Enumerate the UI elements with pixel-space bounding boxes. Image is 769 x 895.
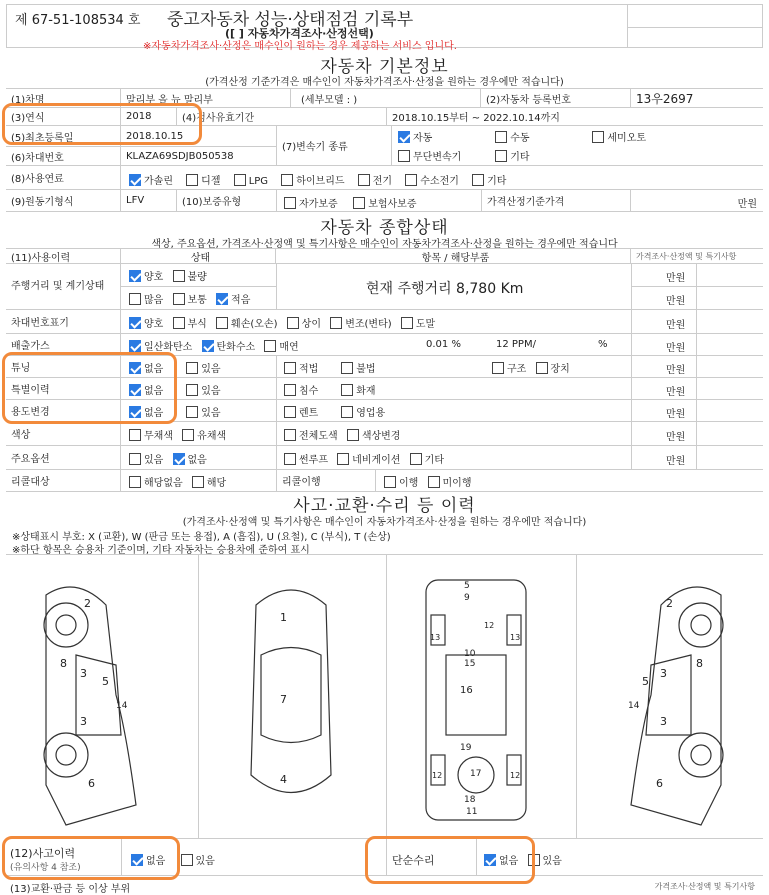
value-smoke: % <box>598 339 608 350</box>
diag-left-label: 3 <box>80 667 87 680</box>
row-first-reg <box>6 126 763 166</box>
value-hc: 12 PPM/ <box>496 339 536 350</box>
label-recall: 리콜대상 <box>6 470 121 491</box>
checkbox-plate-damage[interactable] <box>216 317 228 329</box>
unit-mileage-1: 만원 <box>666 273 686 284</box>
checkbox-options-other[interactable] <box>410 453 422 465</box>
label-engine: (9)원동기형식 <box>6 190 121 211</box>
diag-under-label: 19 <box>460 743 472 753</box>
car-top-body <box>251 590 331 793</box>
checkbox-mileage-high[interactable] <box>129 293 141 305</box>
checkbox-purpose-none[interactable] <box>129 406 141 418</box>
label-base-price: 가격산정기준가격 <box>481 190 631 211</box>
row-accident-history: (12)사고이력 (유의사항 4 참조) 없음 있음 단순수리 없음 있음 <box>6 838 763 876</box>
checkbox-navigation[interactable] <box>337 453 349 465</box>
diag-under-label: 18 <box>464 795 476 805</box>
diag-left-label: 6 <box>88 777 95 790</box>
col-usage: (11)사용이력 <box>6 249 121 263</box>
checkbox-tuning-structure[interactable] <box>492 362 504 374</box>
diag-right-label: 3 <box>660 715 667 728</box>
label-model: (1)차명 <box>6 89 121 107</box>
row-mileage <box>6 264 763 310</box>
checkbox-purpose-yes[interactable] <box>186 406 198 418</box>
unit-options: 만원 <box>666 456 686 467</box>
label-purpose: 용도변경 <box>6 400 121 421</box>
label-inspection: (4)검사유효기간 <box>177 108 387 125</box>
unit-purpose: 만원 <box>666 409 686 420</box>
label-submodel: (세부모델 : ) <box>291 89 481 107</box>
checkbox-options-yes[interactable] <box>129 453 141 465</box>
checkbox-simple-yes[interactable] <box>528 854 540 866</box>
warranty-options: 자가보증 보험사보증 <box>284 195 423 210</box>
label-reg-no: (2)자동차 등록번호 <box>481 89 631 107</box>
checkbox-simple-none[interactable] <box>484 854 496 866</box>
diag-left-label: 5 <box>102 675 109 688</box>
checkbox-recall-yes[interactable] <box>192 476 204 488</box>
diag-right-label: 3 <box>660 667 667 680</box>
diag-under-label: 15 <box>464 659 476 669</box>
label-first-reg: (5)최초등록일 <box>6 126 121 146</box>
checkbox-achromatic[interactable] <box>129 429 141 441</box>
fuel-options: 가솔린 디젤 LPG 하이브리드 전기 수소전기 기타 <box>129 172 512 187</box>
car-under-wheel-rr <box>507 755 521 785</box>
checkbox-mileage-low[interactable] <box>216 293 228 305</box>
car-left-wheel-front <box>44 603 88 647</box>
accident-note: (가격조사·산정액 및 특기사항은 매수인이 자동차가격조사·산정을 원하는 경우에만 적습니다) <box>182 517 587 528</box>
car-right-wheel-front <box>679 603 723 647</box>
unit-color: 만원 <box>666 432 686 443</box>
checkbox-plate-altered[interactable] <box>330 317 342 329</box>
checkbox-tuning-none[interactable] <box>129 362 141 374</box>
diag-under-label: 5 <box>464 581 470 591</box>
label-warranty: (10)보증유형 <box>177 190 277 211</box>
diag-right-label: 14 <box>628 701 640 711</box>
row-year <box>6 108 763 126</box>
cert-number: 제 67-51-108534 호 <box>15 13 141 28</box>
row-engine <box>6 190 763 212</box>
diag-under-label: 12 <box>484 621 495 630</box>
price-notice: ※자동차가격조사·산정은 매수인이 원하는 경우 제공하는 서비스 입니다. <box>143 41 457 52</box>
checkbox-hc[interactable] <box>202 340 214 352</box>
car-top-roof <box>261 648 321 743</box>
header-box <box>6 4 763 52</box>
checkbox-fire[interactable] <box>341 384 353 396</box>
row-plate: 차대번호표기 양호 부식 훼손(오손) 상이 변조(변타) 도말 만원 <box>6 310 763 334</box>
row-footer <box>6 876 763 895</box>
checkbox-special-yes[interactable] <box>186 384 198 396</box>
diag-under-label: 16 <box>460 685 473 696</box>
checkbox-fuel-other[interactable] <box>472 174 484 186</box>
car-right-body <box>631 587 721 825</box>
checkbox-insurer-warranty[interactable] <box>353 197 365 209</box>
unit-mileage-2: 만원 <box>666 296 686 307</box>
diag-under-label: 13 <box>510 633 521 642</box>
checkbox-diesel[interactable] <box>186 174 198 186</box>
page-title: 중고자동차 성능·상태점검 기록부 <box>167 10 414 30</box>
value-vin: KLAZA69SDJB050538 <box>121 146 277 166</box>
row-color: 색상 무채색 유채색 전체도색 색상변경 만원 <box>6 422 763 446</box>
label-mileage: 주행거리 및 계기상태 <box>6 264 121 309</box>
basic-info-title: 자동차 기본정보 <box>320 57 449 77</box>
col-state: 상태 <box>121 249 276 263</box>
row-special: 특별이력 없음 있음 침수 화재 만원 <box>6 378 763 400</box>
checkbox-commercial[interactable] <box>341 406 353 418</box>
checkbox-hydrogen[interactable] <box>405 174 417 186</box>
label-year: (3)연식 <box>6 108 121 125</box>
transmission-options: 자동 수동 세미오토 <box>398 129 652 144</box>
checkbox-electric[interactable] <box>358 174 370 186</box>
checkbox-special-none[interactable] <box>129 384 141 396</box>
checkbox-manual[interactable] <box>495 131 507 143</box>
mileage-state-2: 많음 보통 적음 <box>129 291 256 306</box>
label-emission: 배출가스 <box>6 334 121 355</box>
checkbox-plate-good[interactable] <box>129 317 141 329</box>
car-diagram-svg <box>6 555 763 839</box>
checkbox-full-paint[interactable] <box>284 429 296 441</box>
label-abnormal-parts: (13)교환·판금 등 이상 부위 <box>10 884 131 895</box>
checkbox-chromatic[interactable] <box>182 429 194 441</box>
diag-top-label: 4 <box>280 773 287 786</box>
checkbox-gauge-good[interactable] <box>129 270 141 282</box>
legend-note: ※하단 항목은 승용차 기준이며, 기타 자동차는 승용차에 준하여 표시 <box>12 545 310 556</box>
checkbox-cvt[interactable] <box>398 150 410 162</box>
checkbox-color-change[interactable] <box>347 429 359 441</box>
checkbox-plate-rust[interactable] <box>173 317 185 329</box>
checkbox-recall-done[interactable] <box>384 476 396 488</box>
checkbox-options-none[interactable] <box>173 453 185 465</box>
checkbox-auto[interactable] <box>398 131 410 143</box>
diag-under-label: 13 <box>430 633 441 642</box>
checkbox-tuning-legal[interactable] <box>284 362 296 374</box>
unit-base-price: 만원 <box>737 199 757 210</box>
checkbox-recall-none[interactable] <box>129 476 141 488</box>
overall-title: 자동차 종합상태 <box>320 218 449 238</box>
unit-plate: 만원 <box>666 320 686 331</box>
checkbox-hybrid[interactable] <box>281 174 293 186</box>
label-simple-repair: 단순수리 <box>392 854 435 867</box>
car-right-wheel-rear <box>679 733 723 777</box>
accident-title: 사고·교환·수리 등 이력 <box>293 496 476 516</box>
mileage-reading: 현재 주행거리 8,780 Km <box>366 281 524 297</box>
label-transmission: (7)변속기 종류 <box>277 126 392 165</box>
transmission-options-2: 무단변속기 기타 <box>398 148 536 163</box>
row-emission: 배출가스 일산화탄소 탄화수소 매연 0.01 % 12 PPM/ % 만원 <box>6 334 763 356</box>
row-tuning: 튜닝 없음 있음 적법 불법 구조 장치 만원 <box>6 356 763 378</box>
checkbox-mileage-normal[interactable] <box>173 293 185 305</box>
value-engine: LFV <box>121 190 177 211</box>
checkbox-recall-notdone[interactable] <box>428 476 440 488</box>
checkbox-flood[interactable] <box>284 384 296 396</box>
diag-under-label: 12 <box>510 771 521 780</box>
row-purpose: 용도변경 없음 있음 렌트 영업용 만원 <box>6 400 763 422</box>
basic-info-note: (가격산정 기준가격은 매수인이 자동차가격조사·산정을 원하는 경우에만 적습니다) <box>205 77 564 88</box>
diag-right-label: 2 <box>666 597 673 610</box>
row-model <box>6 88 763 108</box>
checkbox-trans-other[interactable] <box>495 150 507 162</box>
unit-special: 만원 <box>666 387 686 398</box>
col-price-note: 가격조사·산정액 및 특기사항 <box>636 251 737 261</box>
label-fuel: (8)사용연료 <box>6 166 121 189</box>
value-year: 2018 <box>121 108 177 125</box>
row-fuel <box>6 166 763 190</box>
label-vin: (6)차대번호 <box>6 146 121 166</box>
diag-top-label: 7 <box>280 693 287 706</box>
label-recall-done: 리콜이행 <box>276 470 376 491</box>
checkbox-semi-auto[interactable] <box>592 131 604 143</box>
checkbox-sunroof[interactable] <box>284 453 296 465</box>
checkbox-smoke[interactable] <box>264 340 276 352</box>
checkbox-rent[interactable] <box>284 406 296 418</box>
unit-tuning: 만원 <box>666 365 686 376</box>
label-footer-price: 가격조사·산정액 및 특기사항 <box>654 882 755 891</box>
diag-left-label: 3 <box>80 715 87 728</box>
car-left-wheel-rear <box>44 733 88 777</box>
damage-diagram <box>6 554 763 838</box>
mileage-state-1: 양호 불량 <box>129 268 213 283</box>
car-under-center <box>446 655 506 735</box>
diag-top-label: 1 <box>280 611 287 624</box>
checkbox-plate-differ[interactable] <box>287 317 299 329</box>
diag-under-label: 10 <box>464 649 476 659</box>
label-accident-history: (12)사고이력 <box>10 847 76 860</box>
checkbox-tuning-illegal[interactable] <box>341 362 353 374</box>
checkbox-tuning-yes[interactable] <box>186 362 198 374</box>
diag-right-label: 6 <box>656 777 663 790</box>
checkbox-accident-none[interactable] <box>131 854 143 866</box>
label-accident-note: (유의사항 4 참조) <box>10 863 81 873</box>
page-subtitle: ([ ] 자동차가격조사·산정선택) <box>225 27 374 40</box>
legend-symbols: ※상태표시 부호: X (교환), W (판금 또는 용접), A (흠집), U (요철), C (부식), T (손상) <box>12 532 391 543</box>
label-options: 주요옵션 <box>6 446 121 469</box>
diag-right-label: 8 <box>696 657 703 670</box>
value-inspection: 2018.10.15부터 ~ 2022.10.14까지 <box>392 113 560 124</box>
label-plate: 차대번호표기 <box>6 310 121 333</box>
checkbox-co[interactable] <box>129 340 141 352</box>
label-color: 색상 <box>6 422 121 445</box>
unit-emission: 만원 <box>666 343 686 354</box>
diag-left-label: 14 <box>116 701 128 711</box>
row-options: 주요옵션 있음 없음 썬루프 네비게이션 기타 만원 <box>6 446 763 470</box>
checkbox-gauge-bad[interactable] <box>173 270 185 282</box>
checkbox-plate-painted[interactable] <box>401 317 413 329</box>
value-co: 0.01 % <box>426 339 461 350</box>
checkbox-lpg[interactable] <box>234 174 246 186</box>
value-reg-no: 13우2697 <box>636 91 694 106</box>
diag-under-label: 17 <box>470 769 482 779</box>
diag-under-label: 12 <box>432 771 443 780</box>
checkbox-self-warranty[interactable] <box>284 197 296 209</box>
diag-under-label: 9 <box>464 593 470 603</box>
checkbox-gasoline[interactable] <box>129 174 141 186</box>
diag-left-label: 2 <box>84 597 91 610</box>
car-under-wheel-rl <box>431 755 445 785</box>
overall-header <box>6 248 763 264</box>
row-recall: 리콜대상 해당없음 해당 리콜이행 이행 미이행 <box>6 470 763 492</box>
diag-left-label: 8 <box>60 657 67 670</box>
checkbox-tuning-device[interactable] <box>536 362 548 374</box>
car-right-window <box>646 655 691 735</box>
overall-note: 색상, 주요옵션, 가격조사·산정액 및 특기사항은 매수인이 자동차가격조사·산정을 원하는 경우에만 적습니다 <box>151 239 618 250</box>
checkbox-accident-yes[interactable] <box>181 854 193 866</box>
label-special: 특별이력 <box>6 378 121 399</box>
label-tuning: 튜닝 <box>6 356 121 377</box>
value-first-reg: 2018.10.15 <box>121 126 277 146</box>
diag-under-label: 11 <box>466 807 478 817</box>
col-items: 항목 / 해당부품 <box>276 249 631 263</box>
diag-right-label: 5 <box>642 675 649 688</box>
value-model: 말리부 올 뉴 말리부 <box>121 89 291 107</box>
